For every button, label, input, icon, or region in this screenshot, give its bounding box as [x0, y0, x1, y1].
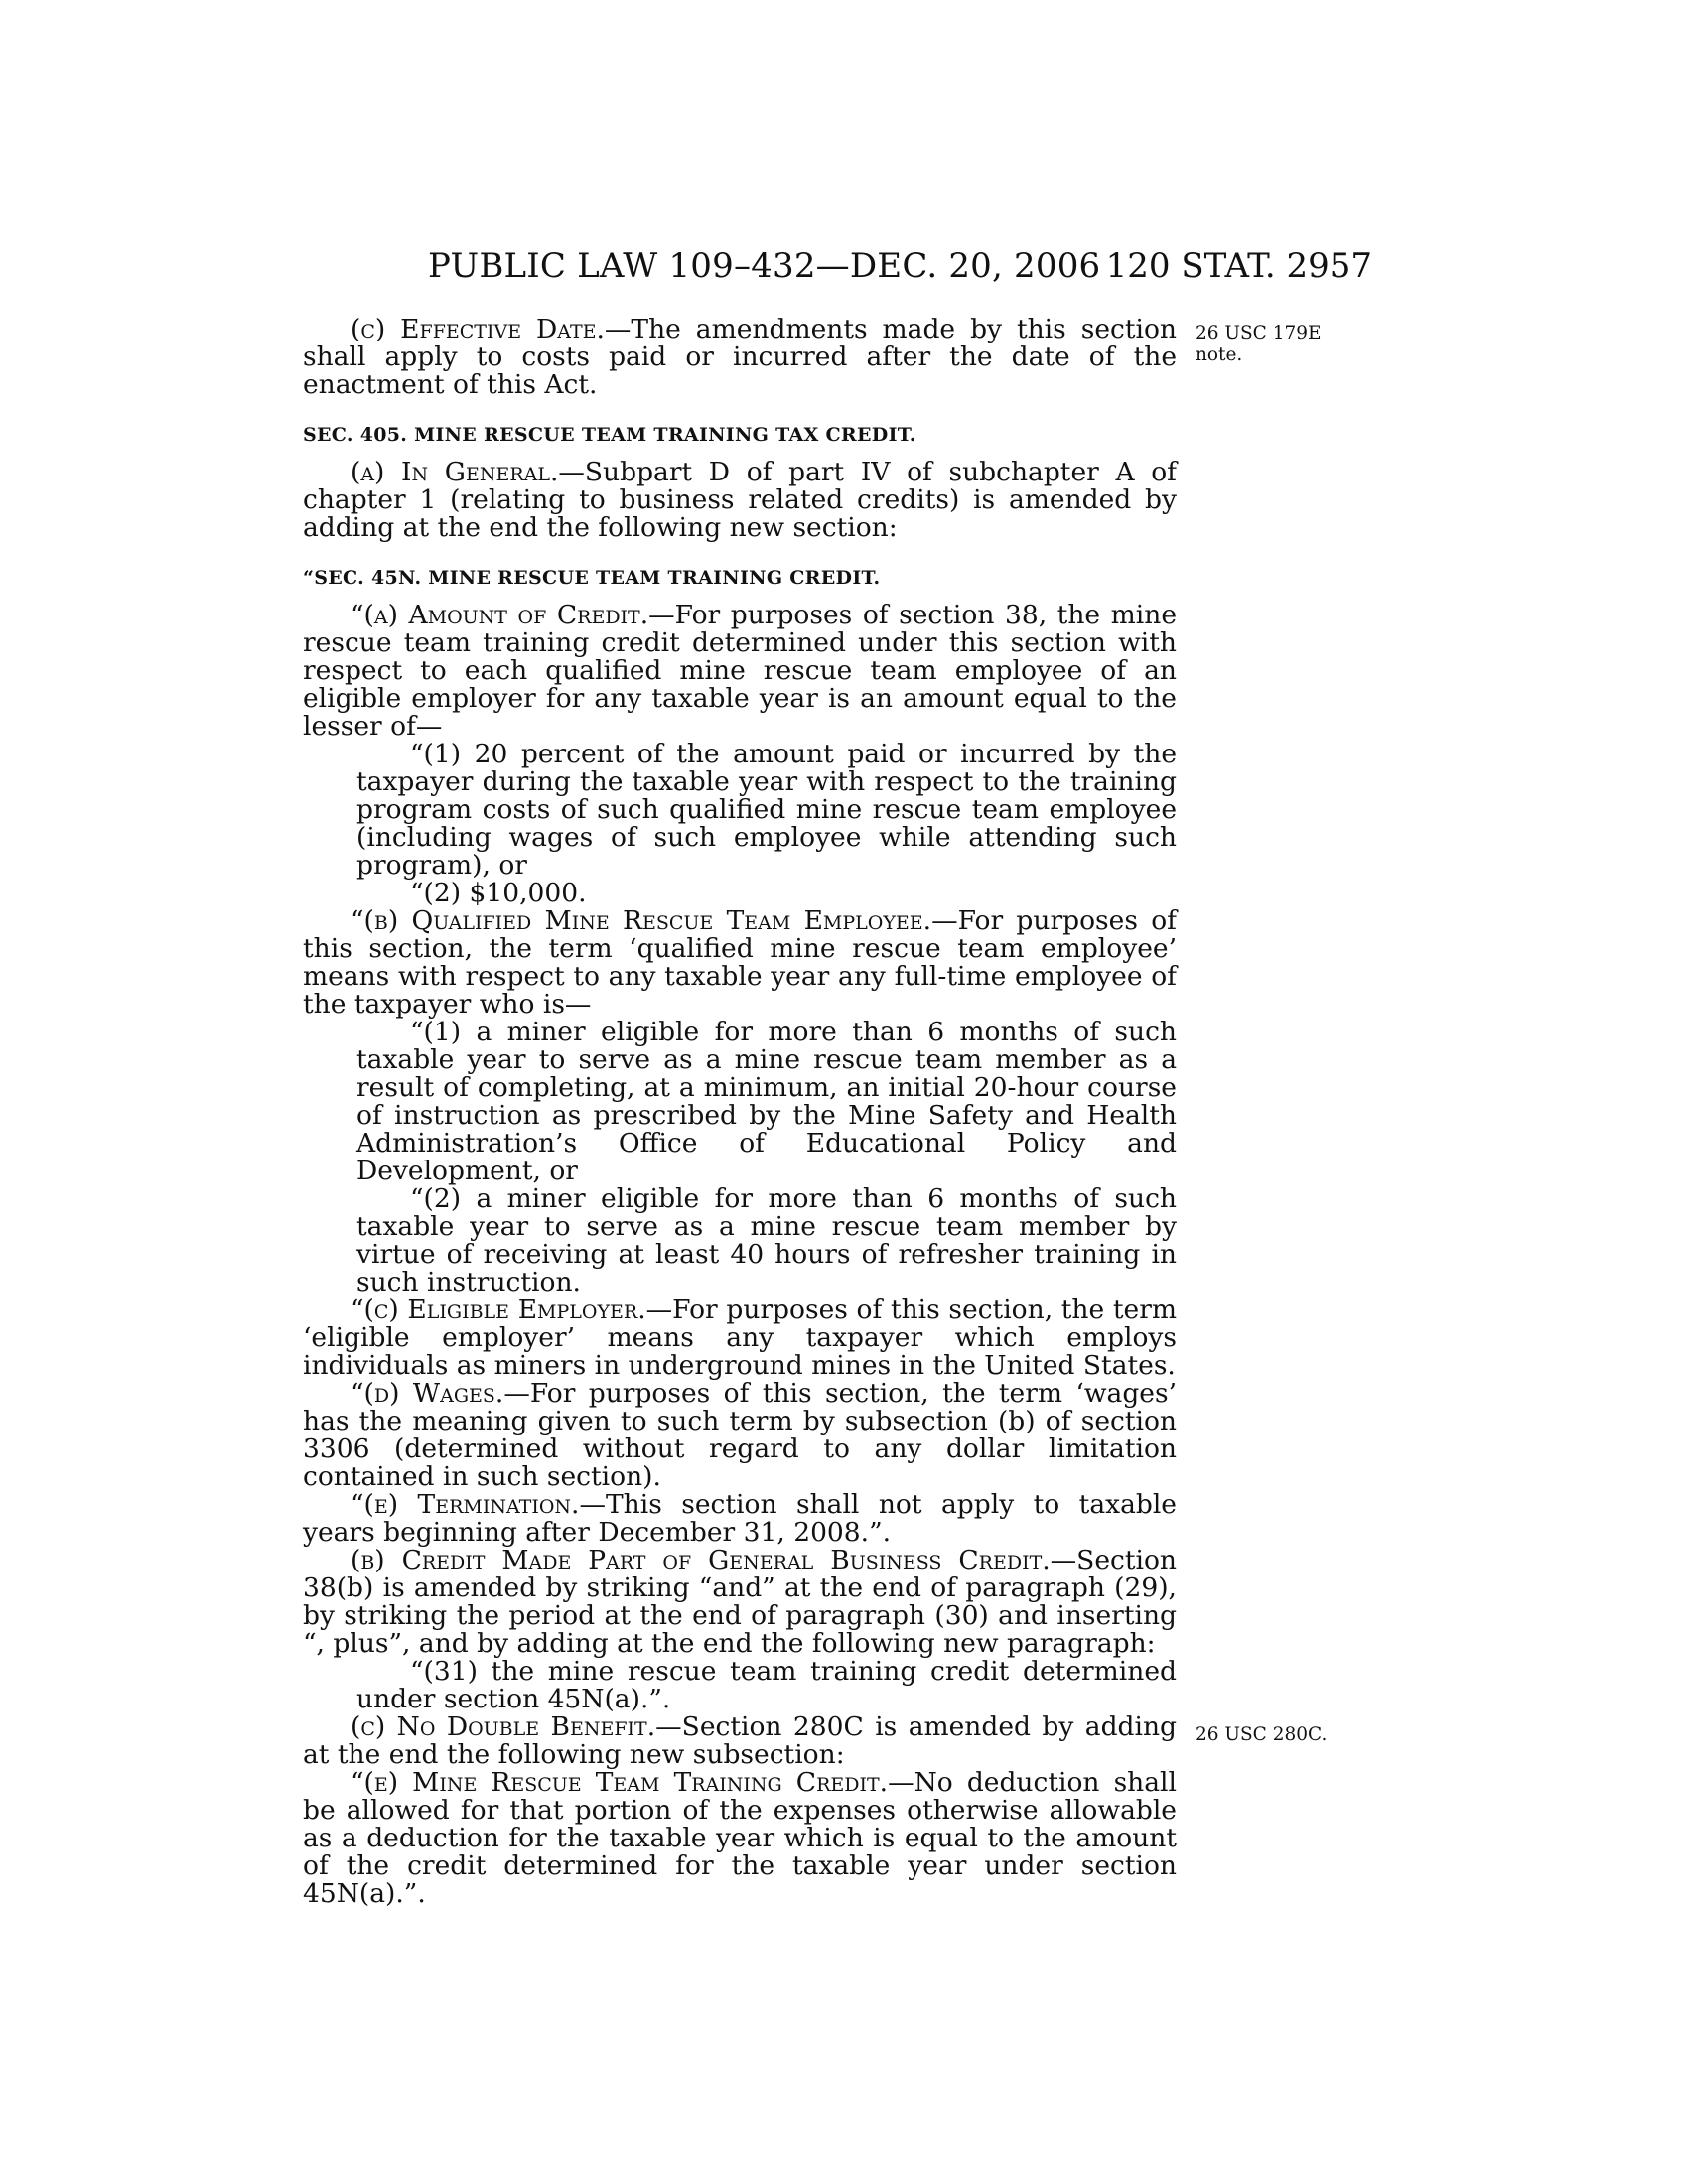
paragraph-termination [303, 1491, 1177, 1547]
subsection-label: “(d) Wages. [351, 1378, 504, 1409]
paragraph-qualified-employee [303, 907, 1177, 1019]
subsection-label: (a) In General. [351, 457, 559, 487]
paragraph-qualified-2: “(2) a miner eligible for more than 6 months of such taxable year to serve as a mine rescue team member by virtue of receiving at least 40 hours of refresher training in such instruction. [356, 1183, 1177, 1297]
paragraph-no-double-benefit [303, 1713, 1177, 1769]
paragraph-text: —This section shall not apply to taxable years beginning after December 31, 2008.”. [303, 1489, 1177, 1548]
paragraph-amount-2: “(2) $10,000. [410, 878, 587, 908]
paragraph-text: —For purposes of this section, the term ‘eligible employer’ means any taxpayer which employs individuals as miners in underground mines in the United States. [303, 1295, 1177, 1381]
section-heading-405: SEC. 405. MINE RESCUE TEAM TRAINING TAX CREDIT. [303, 424, 916, 446]
subsection-label: “(e) Termination. [351, 1489, 580, 1520]
paragraph-eligible-employer [303, 1297, 1177, 1380]
header-title: PUBLIC LAW 109–432—DEC. 20, 2006 [428, 246, 1101, 286]
paragraph-text: —Section 38(b) is amended by striking “and” at the end of paragraph (29), by striking the period at the end of paragraph (30) and inserting “, plus”, and by adding at the end the following new paragraph: [303, 1545, 1177, 1659]
paragraph-text: —The amendments made by this section shall apply to costs paid or incurred after the date of the enactment of this Act. [303, 314, 1177, 400]
paragraph-qualified-1: “(1) a miner eligible for more than 6 months of such taxable year to serve as a mine rescue team member as a result of completing, at a minimum, an initial 20-hour course of instruction as prescribed by the Mine Safety and Health Administration’s Office of Educational Policy and Development, or [356, 1017, 1177, 1186]
subsection-label: (c) Effective Date. [351, 314, 605, 344]
section-heading-45n: “SEC. 45N. MINE RESCUE TEAM TRAINING CREDIT. [303, 567, 881, 589]
paragraph-text: —No deduction shall be allowed for that portion of the expenses otherwise allowable as a deduction for the taxable year which is equal to the amount of the credit determined for the taxable year under section 45N(a).”. [303, 1767, 1177, 1909]
page-header [428, 246, 1372, 286]
paragraph-credit-31: “(31) the mine rescue team training credit determined under section 45N(a).”. [356, 1656, 1177, 1714]
paragraph-credit-made-part [303, 1547, 1177, 1658]
paragraph-text: —Subpart D of part IV of subchapter A of chapter 1 (relating to business related credits) is amended by adding at the end the following new section: [303, 457, 1177, 543]
margin-note-usc-179e [1196, 323, 1322, 366]
paragraph-wages [303, 1380, 1177, 1491]
margin-note-line: 26 USC 179E [1196, 323, 1322, 343]
paragraph-text: —For purposes of section 38, the mine rescue team training credit determined under this section with respect to each qualified mine rescue team employee of an eligible employer for any taxable year is an amount equal to the lesser of— [303, 600, 1177, 742]
indented-block [303, 1019, 1177, 1297]
paragraph-amount-of-credit [303, 602, 1177, 741]
paragraph-mine-rescue-training-credit [303, 1769, 1177, 1908]
subsection-label: (b) Credit Made Part of General Business Credit. [351, 1545, 1051, 1575]
margin-note-line: note. [1196, 344, 1243, 365]
subsection-label: (c) No Double Benefit. [351, 1711, 656, 1742]
paragraph-in-general [303, 459, 1177, 542]
subsection-label: “(b) Qualified Mine Rescue Team Employee. [351, 905, 932, 936]
paragraph-amount-1: “(1) 20 percent of the amount paid or incurred by the taxpayer during the taxable year with respect to the training program costs of such qualified mine rescue team employee (including wages of such employee while attending such program), or [356, 739, 1177, 881]
subsection-label: “(a) Amount of Credit. [351, 600, 649, 630]
indented-block [303, 741, 1177, 907]
subsection-label: “(e) Mine Rescue Team Training Credit. [351, 1767, 889, 1798]
indented-block [303, 1658, 1177, 1713]
header-stat-page: 120 STAT. 2957 [1105, 246, 1372, 286]
paragraph-effective-date [303, 316, 1177, 399]
paragraph-text: —For purposes of this section, the term ‘wages’ has the meaning given to such term by subsection (b) of section 3306 (determined without regard to any dollar limitation contained in such section). [303, 1378, 1178, 1492]
paragraph-text: —Section 280C is amended by adding at the end the following new subsection: [303, 1711, 1177, 1770]
margin-note-usc-280c: 26 USC 280C. [1196, 1724, 1328, 1745]
paragraph-text: —For purposes of this section, the term ‘qualified mine rescue team employee’ means with respect to any taxable year any full-time employee of the taxpayer who is— [303, 905, 1177, 1020]
document-body [303, 316, 1177, 1908]
subsection-label: “(c) Eligible Employer. [351, 1295, 646, 1325]
